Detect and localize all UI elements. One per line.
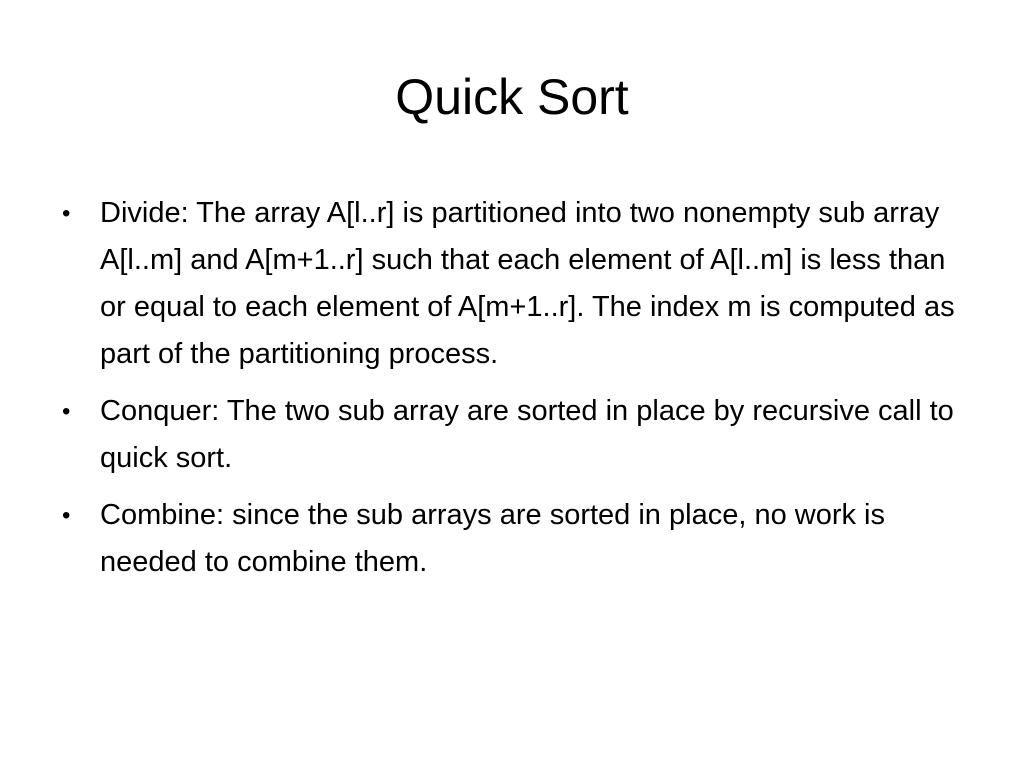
bullet-combine [60, 492, 970, 586]
bullet-text: Combine: since the sub arrays are sorted in place, no work is needed to combine them. [100, 499, 885, 578]
bullet-icon: • [62, 398, 71, 425]
bullet-divide [60, 190, 970, 378]
bullet-text: Conquer: The two sub array are sorted in place by recursive call to quick sort. [100, 395, 954, 474]
bullet-conquer [60, 388, 970, 482]
slide-title: Quick Sort [395, 69, 629, 125]
bullet-text: Divide: The array A[l..r] is partitioned into two nonempty sub array A[l..m] and A[m+1..r] such that each element of A[l..m] is less than or equal to each element of A[m+1..r]. The index m is computed as part of the partitioning process. [100, 197, 955, 370]
bullet-icon: • [62, 502, 71, 529]
bullet-icon: • [62, 200, 71, 227]
bullet-list [60, 190, 970, 596]
